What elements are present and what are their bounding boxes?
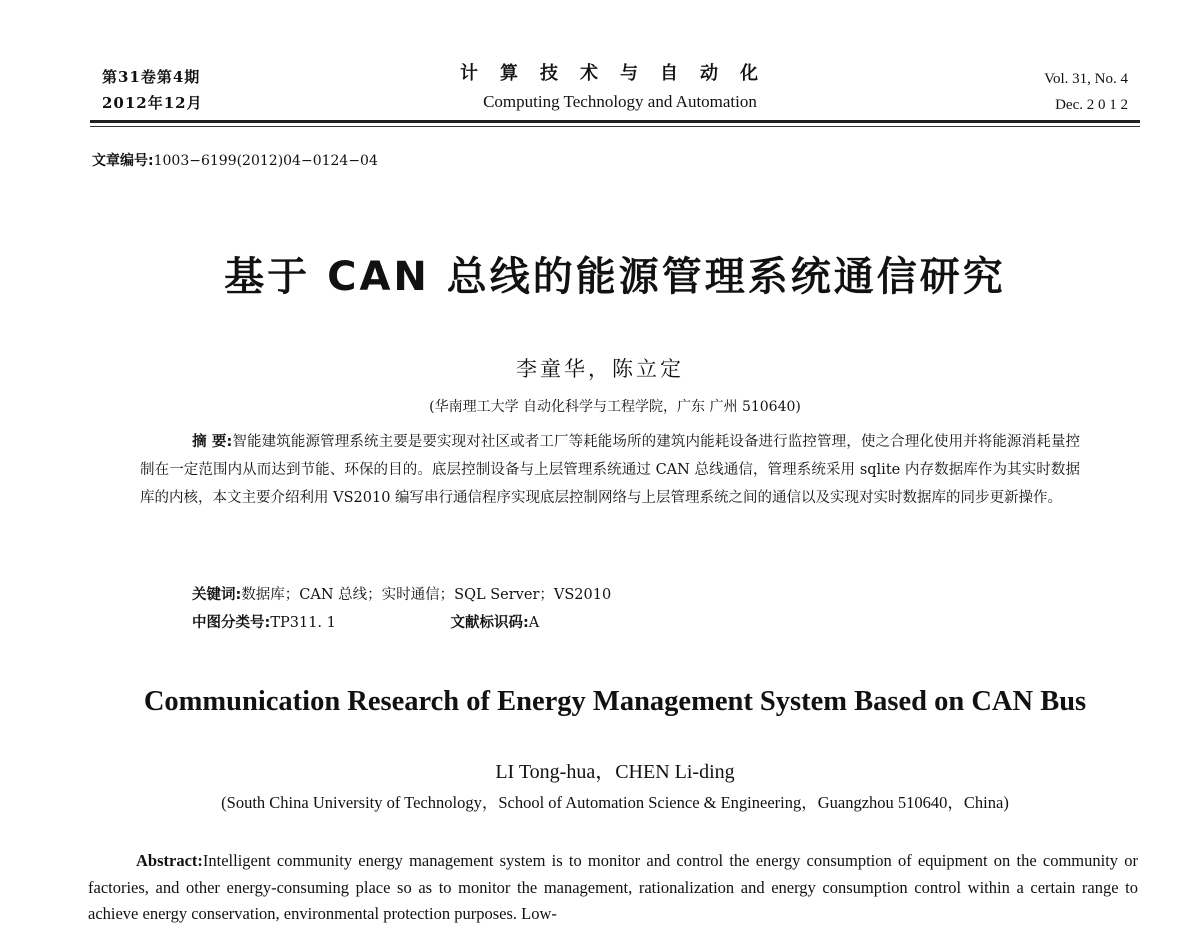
volume-issue-cn: 第31卷第4期 — [102, 68, 201, 86]
volume-issue-en: Vol. 31, No. 4 — [1044, 71, 1128, 87]
authors-cn: 李童华，陈立定 — [516, 357, 684, 381]
date-en: Dec. 2 0 1 2 — [1055, 97, 1128, 113]
document-code-label: 文献标识码: — [450, 615, 529, 631]
classification-value: TP311. 1 — [270, 615, 336, 631]
keywords-cn-label: 关键词: — [192, 587, 242, 603]
classification-label: 中图分类号: — [192, 615, 271, 631]
article-number — [92, 150, 378, 170]
abstract-en — [88, 848, 1138, 928]
journal-name — [0, 62, 1200, 116]
classification-row — [192, 609, 539, 637]
document-code-value: A — [528, 615, 540, 631]
article-number-value: 1003−6199(2012)04−0124−04 — [153, 153, 378, 169]
affiliation-cn: (华南理工大学 自动化科学与工程学院，广东 广州 510640) — [429, 399, 801, 415]
title-en: Communication Research of Energy Management System Based on CAN Bus — [143, 686, 1087, 717]
affiliation-en: (South China University of Technology，School of Automation Science & Engineering，Guangzhou 510640，China) — [221, 793, 1009, 812]
document-code — [450, 609, 539, 637]
authors-en: LI Tong-hua，CHEN Li-ding — [495, 761, 735, 783]
journal-name-cn: 计算技术与自动化 — [460, 63, 780, 84]
header-rule-thin — [90, 126, 1140, 127]
date-cn: 2012年12月 — [102, 94, 203, 112]
header-rule-thick — [90, 120, 1140, 123]
article-number-label: 文章编号: — [92, 153, 154, 169]
abstract-cn-label: 摘 要: — [192, 434, 233, 450]
keywords-cn — [192, 581, 611, 609]
abstract-en-text: Intelligent community energy management system is to monitor and control the energy consumption of equipment on the community or factories, and other energy-consuming place so as to monitor the management, rationalization and energy consumption control within a certain range to achieve energy conservation, environmental protection purposes. Low- — [88, 851, 1138, 923]
issue-info-en — [1044, 66, 1128, 118]
abstract-cn — [140, 428, 1080, 512]
abstract-cn-text: 智能建筑能源管理系统主要是要实现对社区或者工厂等耗能场所的建筑内能耗设备进行监控管理，使之合理化使用并将能源消耗量控制在一定范围内从而达到节能、环保的目的。底层控制设备与上层管理系统通过 CAN 总线通信，管理系统采用 sqlite 内存数据库作为其实时数据库的内核，本文主要介绍利用 VS2010 编写串行通信程序实现底层控制网络与上层管理系统之间的通信以及实现对实时数据库的同步更新操作。 — [140, 434, 1080, 506]
journal-name-en: Computing Technology and Automation — [483, 92, 757, 111]
abstract-en-label: Abstract: — [136, 851, 203, 870]
keywords-cn-text: 数据库；CAN 总线；实时通信；SQL Server；VS2010 — [241, 587, 612, 603]
title-cn: 基于 CAN 总线的能源管理系统通信研究 — [224, 254, 1006, 300]
